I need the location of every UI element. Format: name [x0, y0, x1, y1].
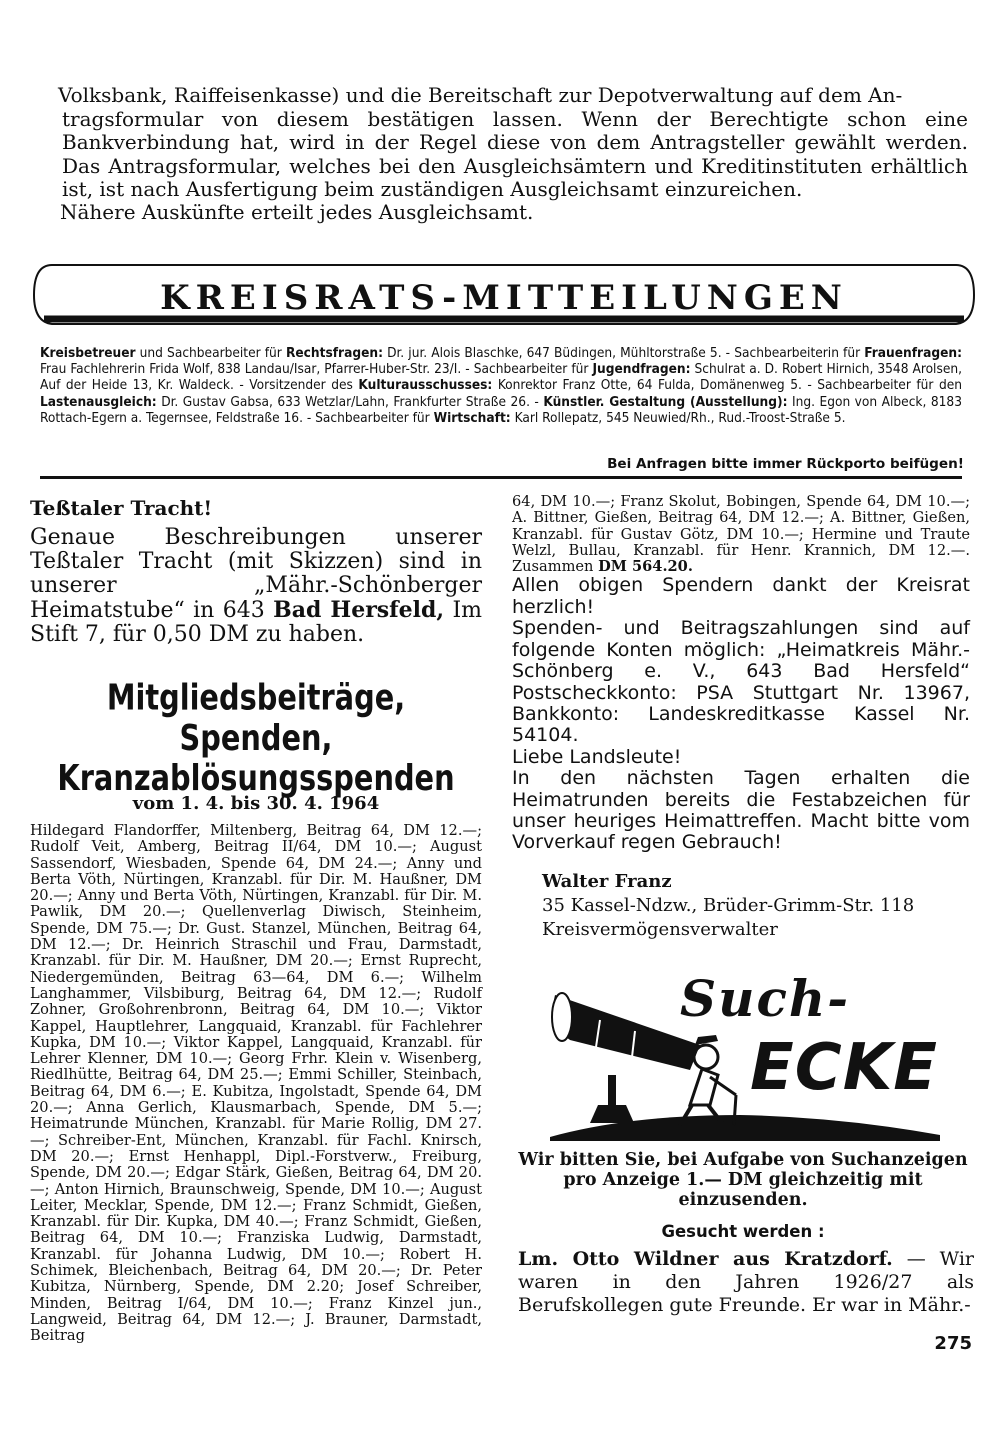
wanted-text: — Wir waren in den Jahren 1926/27 als Berufskollegen gute Freunde. Er war in Mähr.-	[518, 1248, 974, 1316]
council-text: Konrektor Franz Otte, 64 Fulda, Domänenweg 5. - Sachbearbeiter für den	[492, 377, 962, 394]
donations-heading-line: Kranzablösungsspenden	[57, 756, 455, 800]
donations-total: DM 564.20.	[598, 558, 693, 576]
section-divider	[40, 476, 962, 479]
thanks-text: Allen obigen Spendern dankt der Kreisrat herzlich!	[512, 574, 970, 618]
wanted-entry	[518, 1248, 974, 1317]
intro-continuation: tragsformular von diesem bestätigen lassen. Wenn der Berechtigte schon eine Bankverbindung hat, wird in der Regel diese von dem Antragsteller gewählt werden. Das Antragsformular, welches bei den Ausgleichsämtern und Kreditinstituten erhältlich ist, ist nach Ausfertigung beim zuständigen Ausgleichsamt einzureichen.	[62, 106, 968, 201]
search-corner-illustration	[540, 965, 972, 1145]
council-text: und Sachbearbeiter für	[135, 345, 286, 361]
signature-name: Walter Franz	[542, 870, 672, 892]
council-text: Dr. Gustav Gabsa, 633 Wetzlar/Lahn, Frankfurter Straße 26. -	[156, 393, 544, 410]
council-label: Künstler. Gestaltung (Ausstellung):	[543, 393, 788, 410]
council-label: Kulturausschusses:	[358, 377, 493, 394]
page-number: 275	[934, 1333, 972, 1354]
tracht-text: Genaue Beschreibungen unserer Teßtaler Tracht (mit Skizzen) sind in unserer „Mähr.-Schönberger Heimatstube“ in 643	[30, 525, 482, 623]
council-label: Kreisbetreuer	[40, 345, 136, 361]
council-text: Frau Fachlehrerin Frida Wolf, 838 Landau/Isar, Pfarrer-Huber-Str. 23/I. - Sachbearbeiter für	[40, 361, 593, 378]
donations-heading-line: Mitgliedsbeiträge, Spenden,	[106, 675, 406, 759]
council-label: Lastenausgleich:	[40, 393, 157, 410]
payment-accounts: Spenden- und Beitragszahlungen sind auf folgende Konten möglich: „Heimatkreis Mähr.-Schönberg e. V., 643 Bad Hersfeld“ Postscheckkonto: PSA Stuttgart Nr. 13967, Bankkonto: Landeskreditkasse Kassel Nr. 54104.	[512, 617, 970, 747]
left-column	[30, 490, 482, 1345]
section-banner	[30, 262, 978, 328]
intro-paragraph	[58, 84, 968, 202]
council-text: Dr. jur. Alois Blaschke, 647 Büdingen, Mühltorstraße 5. - Sachbearbeiterin für	[383, 345, 865, 361]
wanted-heading: Gesucht werden :	[661, 1222, 825, 1241]
council-label: Wirtschaft:	[433, 409, 511, 426]
donations-list-continued	[512, 494, 970, 575]
banner-title: KREISRATS-MITTEILUNGEN	[160, 278, 848, 318]
council-text: Karl Rollepatz, 545 Neuwied/Rh., Rud.-Troost-Straße 5.	[510, 409, 846, 426]
donations-period: vom 1. 4. bis 30. 4. 1964	[132, 793, 380, 814]
council-label: Frauenfragen:	[864, 345, 962, 361]
council-label: Rechtsfragen:	[285, 345, 383, 361]
announcement: In den nächsten Tagen erhalten die Heimatrunden bereits die Festabzeichen für unser heuriges Heimattreffen. Macht bitte vom Vorverkauf regen Gebrauch!	[512, 767, 970, 854]
such-word: Such-	[680, 969, 851, 1028]
tracht-text-end: Im Stift 7, für 0,50 DM zu haben.	[30, 598, 483, 647]
tracht-heading: Teßtaler Tracht!	[30, 496, 213, 520]
signature-address: 35 Kassel-Ndzw., Brüder-Grimm-Str. 118	[542, 894, 915, 916]
council-contacts	[40, 345, 962, 426]
signature-role: Kreisvermögensverwalter	[542, 918, 778, 940]
council-postage-note: Bei Anfragen bitte immer Rückporto beifügen!	[607, 456, 964, 472]
council-text: Schulrat a. D. Robert Hirnich, 3548 Arolsen, Auf der Heide 13, Kr. Waldeck. - Vorsitzender des	[40, 361, 962, 394]
tracht-body	[30, 526, 482, 647]
search-notice: Wir bitten Sie, bei Aufgabe von Suchanzeigen pro Anzeige 1.— DM gleichzeitig mit einzusenden.	[518, 1150, 968, 1210]
donations-list-tail: 64, DM 10.—; Franz Skolut, Bobingen, Spende 64, DM 10.—; A. Bittner, Gießen, Beitrag 64, DM 12.—; A. Bittner, Gießen, Kranzabl. für Gustav Götz, DM 10.—; Hermine und Traute Welzl, Bullau, Kranzabl. für Henr. Krannich, DM 12.—. Zusammen	[512, 493, 970, 576]
council-text: Ing. Egon von Albeck, 8183 Rottach-Egern a. Tegernsee, Feldstraße 16. - Sachbearbeiter für	[40, 393, 962, 426]
donations-heading	[30, 677, 482, 798]
donations-list: Hildegard Flandorffer, Miltenberg, Beitrag 64, DM 12.—; Rudolf Veit, Amberg, Beitrag II/64, DM 10.—; August Sassendorf, Wiesbaden, Spende 64, DM 24.—; Anny und Berta Vöth, Nürtingen, Kranzabl. für Dir. M. Haußner, DM 20.—; Anny und Berta Vöth, Nürtingen, Kranzabl. für Dir. M. Pawlik, DM 20.—; Quellenverlag Diwisch, Steinheim, Spende, DM 75.—; Dr. Gust. Stanzel, München, Beitrag 64, DM 12.—; Dr. Heinrich Straschil und Frau, Darmstadt, Kranzabl. für Dir. M. Haußner, DM 20.—; Ernst Ruprecht, Niedergemünden, Beitrag 63—64, DM 6.—; Wilhelm Langhammer, Vilsbiburg, Beitrag 64, DM 12.—; Rudolf Zohner, Großohrenbronn, Beitrag 64, DM 10.—; Viktor Kappel, Hauptlehrer, Langquaid, Kranzabl. für Fachlehrer Kupka, DM 10.—; Viktor Kappel, Langquaid, Kranzabl. für Lehrer Klenner, DM 10.—; Georg Frhr. Klein v. Wisenberg, Riedlhütte, Beitrag 64, DM 25.—; Emmi Schiller, Steinbach, Beitrag 64, DM 6.—; E. Kubitza, Ingolstadt, Spende 64, DM 20.—; Anna Gerlich, Klausmarbach, Spende, DM 5.—; Heimatrunde München, Kranzabl. für Marie Rollig, DM 27.—; Schreiber-Ent, München, Kranzabl. für Fachl. Knirsch, DM 20.—; Ernst Henhappl, Dipl.-Forstverw., Freiburg, Spende, DM 20.—; Edgar Stärk, Gießen, Beitrag 64, DM 20.—; Anton Hirnich, Braunschweig, Spende, DM 10.—; August Leiter, Mecklar, Spende, DM 12.—; Franz Schmidt, Gießen, Kranzabl. für Dir. Kupka, DM 40.—; Franz Schmidt, Gießen, Beitrag 64, DM 10.—; Franziska Ludwig, Darmstadt, Kranzabl. für Johanna Ludwig, DM 10.—; Robert H. Schimek, Bleichenbach, Beitrag 64, DM 20.—; Dr. Peter Kubitza, Nürnberg, Spende, DM 2.20; Josef Schreiber, Minden, Beitrag I/64, DM 10.—; Franz Kinzel jun., Langweid, Beitrag 64, DM 12.—; J. Brauner, Darmstadt, Beitrag	[30, 822, 482, 1345]
right-column	[512, 494, 970, 942]
council-label: Jugendfragen:	[592, 361, 691, 378]
ecke-word: ECKE	[750, 1031, 938, 1105]
greeting: Liebe Landsleute!	[512, 745, 682, 768]
intro-first-line: Volksbank, Raiffeisenkasse) und die Bereitschaft zur Depotverwaltung auf dem An-	[58, 83, 903, 107]
wanted-name: Lm. Otto Wildner aus Kratzdorf.	[518, 1248, 893, 1270]
tracht-location: Bad Hersfeld,	[273, 597, 445, 623]
intro-closing-line: Nähere Auskünfte erteilt jedes Ausgleichsamt.	[60, 200, 534, 224]
